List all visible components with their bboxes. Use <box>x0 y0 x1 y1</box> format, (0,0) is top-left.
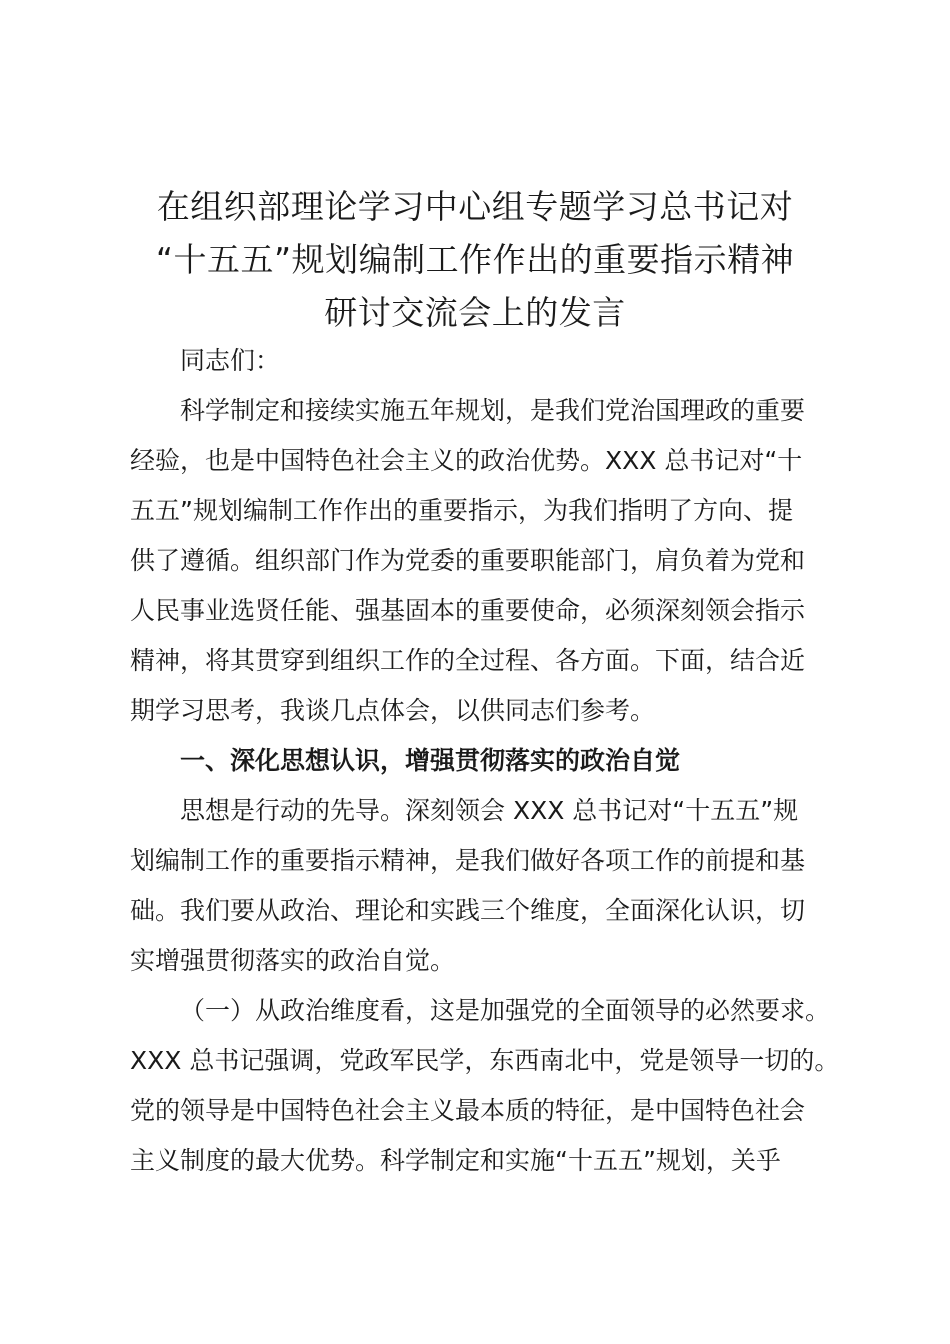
paragraph-line: XXX 总书记强调，党政军民学，东西南北中，党是领导一切的。 <box>130 1046 840 1075</box>
paragraph-line: 思想是行动的先导。深刻领会 XXX 总书记对“十五五”规 <box>180 796 799 825</box>
title-line-2: “十五五”规划编制工作作出的重要指示精神 <box>155 240 795 279</box>
paragraph-intro <box>130 386 835 736</box>
paragraph-line: 党的领导是中国特色社会主义最本质的特征，是中国特色社会 <box>130 1096 806 1125</box>
paragraph-line: （一）从政治维度看，这是加强党的全面领导的必然要求。 <box>180 996 831 1025</box>
paragraph-line: 经验，也是中国特色社会主义的政治优势。XXX 总书记对“十 <box>130 446 803 475</box>
paragraph-section1 <box>130 786 835 986</box>
section-heading-1: 一、深化思想认识，增强贯彻落实的政治自觉 <box>180 746 681 775</box>
paragraph-line: 主义制度的最大优势。科学制定和实施“十五五”规划，关乎 <box>130 1146 781 1175</box>
title-line-1: 在组织部理论学习中心组专题学习总书记对 <box>156 187 794 226</box>
paragraph-line: 实增强贯彻落实的政治自觉。 <box>130 946 456 975</box>
document-title <box>110 180 840 339</box>
paragraph-line: 精神，将其贯穿到组织工作的全过程、各方面。下面，结合近 <box>130 646 806 675</box>
paragraph-line: 五五”规划编制工作作出的重要指示，为我们指明了方向、提 <box>130 496 793 525</box>
document-body <box>130 336 840 1186</box>
paragraph-line: 划编制工作的重要指示精神，是我们做好各项工作的前提和基 <box>130 846 806 875</box>
paragraph-line: 础。我们要从政治、理论和实践三个维度，全面深化认识，切 <box>130 896 806 925</box>
title-line-3: 研讨交流会上的发言 <box>324 293 626 332</box>
paragraph-subsection1 <box>130 986 840 1186</box>
paragraph-line: 人民事业选贤任能、强基固本的重要使命，必须深刻领会指示 <box>130 596 806 625</box>
greeting: 同志们： <box>180 346 281 375</box>
paragraph-line: 科学制定和接续实施五年规划，是我们党治国理政的重要 <box>180 396 806 425</box>
paragraph-line: 期学习思考，我谈几点体会，以供同志们参考。 <box>130 696 656 725</box>
paragraph-line: 供了遵循。组织部门作为党委的重要职能部门，肩负着为党和 <box>130 546 806 575</box>
